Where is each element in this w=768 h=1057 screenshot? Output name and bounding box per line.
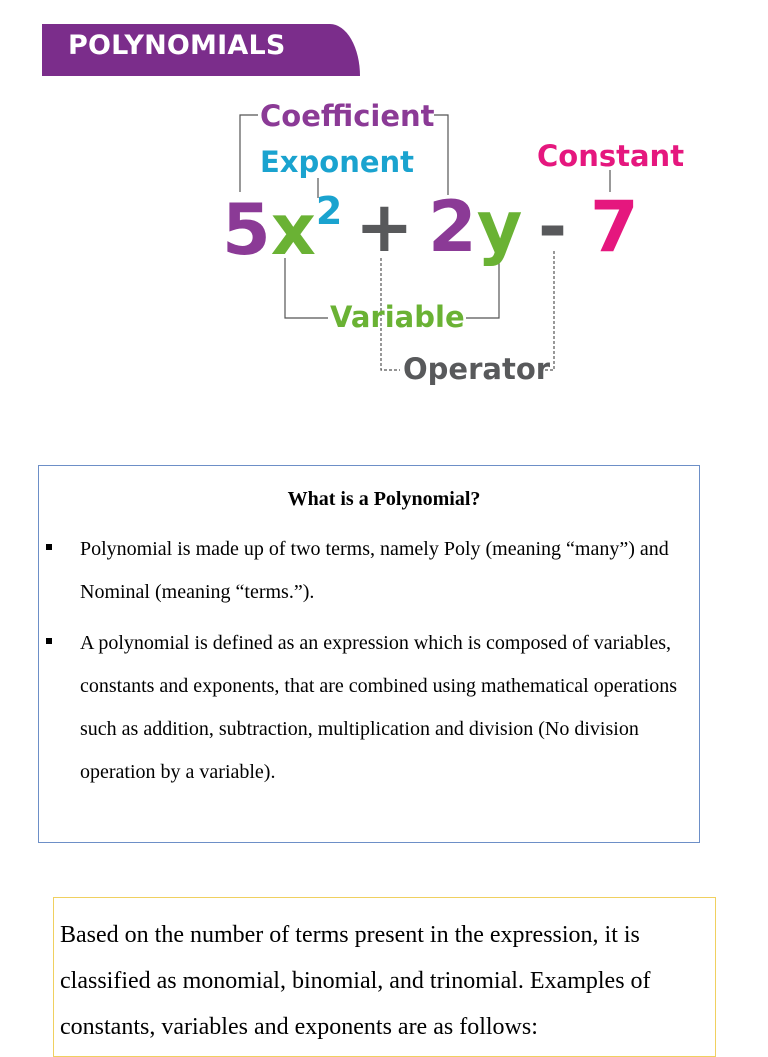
page-title: POLYNOMIALS bbox=[68, 30, 286, 61]
polynomial-expression bbox=[222, 189, 343, 271]
operator-label: Operator bbox=[403, 352, 551, 386]
coefficient-2: 2 bbox=[428, 186, 477, 268]
coefficient-5: 5 bbox=[222, 189, 271, 271]
definition-title: What is a Polynomial? bbox=[287, 488, 481, 510]
variable-x: x bbox=[270, 189, 316, 271]
exponent-label: Exponent bbox=[260, 145, 415, 179]
bullet-marker bbox=[46, 638, 52, 644]
operator-minus: - bbox=[538, 186, 568, 268]
classification-text: Based on the number of terms present in the expression, it is classified as monomial, binomial, and trinomial. Examples of constants, variables and exponents are as follows: bbox=[60, 922, 651, 1040]
exponent-2: 2 bbox=[315, 189, 343, 233]
variable-label: Variable bbox=[330, 300, 465, 334]
variable-y: y bbox=[476, 186, 523, 268]
coefficient-label: Coefficient bbox=[260, 99, 435, 133]
operator-plus: + bbox=[355, 186, 414, 268]
definition-bullet-2: A polynomial is defined as an expression which is composed of variables, constants and exponents, that are combined using mathematical operations such as addition, subtraction, multiplication and division (No division operation by a variable). bbox=[80, 632, 678, 783]
constant-label: Constant bbox=[537, 139, 685, 173]
term-2y bbox=[428, 186, 523, 268]
constant-7: 7 bbox=[590, 186, 639, 268]
definition-bullet-1: Polynomial is made up of two terms, namely Poly (meaning “many”) and Nominal (meaning “terms.”). bbox=[80, 538, 669, 603]
bullet-marker bbox=[46, 544, 52, 550]
